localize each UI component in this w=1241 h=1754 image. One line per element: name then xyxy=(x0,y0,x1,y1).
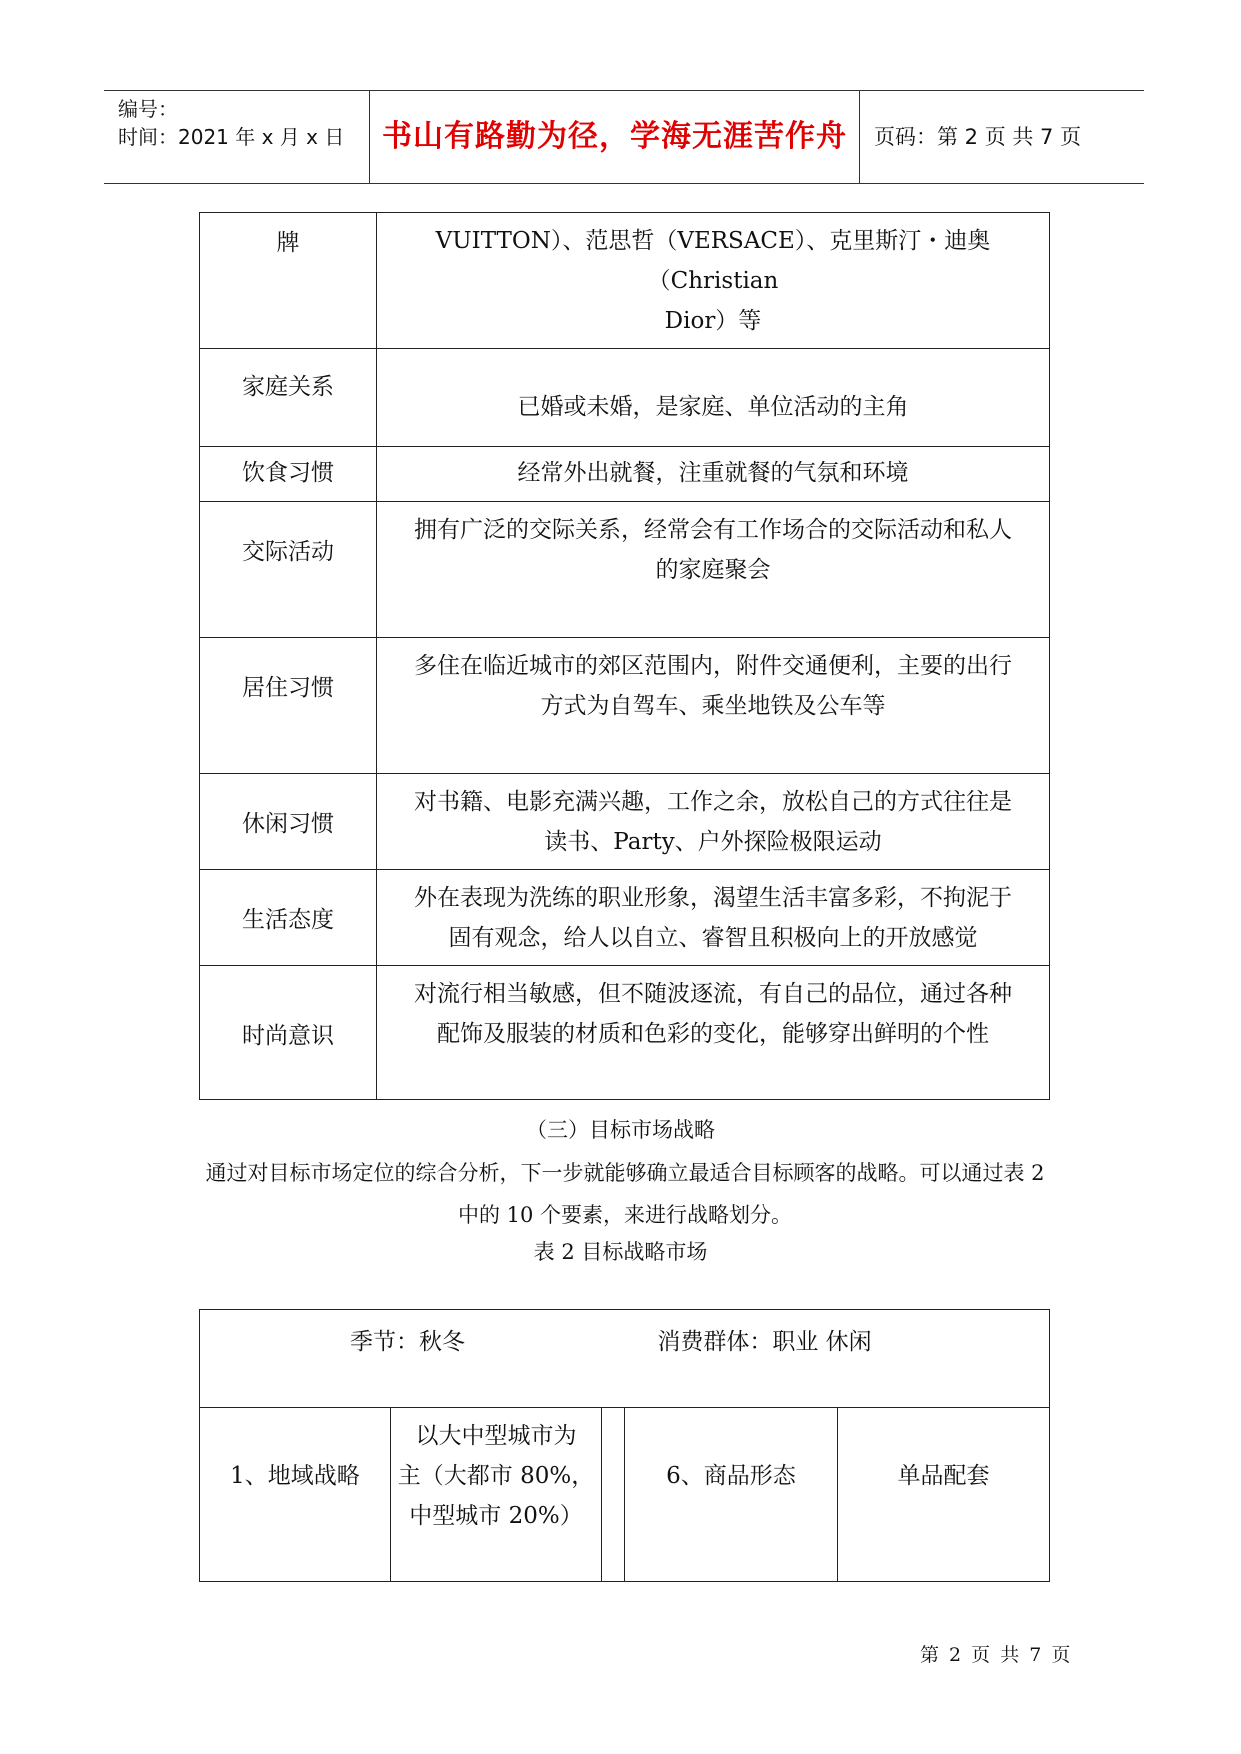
row-label: 牌 xyxy=(200,213,377,349)
strategy-name: 1、地域战略 xyxy=(200,1408,391,1582)
season-label: 季节：秋冬 xyxy=(350,1329,465,1355)
header-page-info: 页码：第 2 页 共 7 页 xyxy=(874,125,1082,149)
table-row xyxy=(200,502,1050,638)
value-line: 的家庭聚会 xyxy=(655,557,771,583)
section-heading: （三）目标市场战略 xyxy=(526,1118,715,1142)
table-row xyxy=(200,638,1050,774)
page-header xyxy=(104,90,1144,184)
serial-label: 编号： xyxy=(118,97,178,121)
row-value xyxy=(377,966,1050,1100)
season-group-cell xyxy=(200,1310,1050,1408)
table-row xyxy=(200,213,1050,349)
value-line: 固有观念，给人以自立、睿智且积极向上的开放感觉 xyxy=(448,925,978,951)
row-value xyxy=(377,774,1050,870)
value-line: 配饰及服装的材质和色彩的变化，能够穿出鲜明的个性 xyxy=(437,1021,989,1047)
value-line: 主（大都市 80%， xyxy=(397,1463,595,1489)
table-caption: 表 2 目标战略市场 xyxy=(533,1240,708,1264)
table-row xyxy=(200,966,1050,1100)
header-meta xyxy=(118,91,378,183)
strategy-value xyxy=(391,1408,602,1582)
row-value xyxy=(377,502,1050,638)
value-line: 方式为自驾车、乘坐地铁及公车等 xyxy=(540,693,886,719)
value-line: 外在表现为洗练的职业形象，渴望生活丰富多彩，不拘泥于 xyxy=(414,885,1012,911)
table-row xyxy=(200,870,1050,966)
table-row xyxy=(200,447,1050,502)
table-row xyxy=(200,1408,1050,1582)
consumer-profile-table xyxy=(199,212,1050,1100)
value-line: Dior）等 xyxy=(664,308,762,334)
value-line: 对流行相当敏感，但不随波逐流，有自己的品位，通过各种 xyxy=(414,981,1012,1007)
table-row xyxy=(200,774,1050,870)
value-line: 以大中型城市为 xyxy=(415,1423,577,1449)
header-divider xyxy=(859,91,860,183)
section-paragraph xyxy=(190,1152,1060,1236)
row-value xyxy=(377,870,1050,966)
row-label: 休闲习惯 xyxy=(200,774,377,870)
row-value xyxy=(377,213,1050,349)
strategy-table xyxy=(199,1309,1050,1582)
value-line: 读书、Party、户外探险极限运动 xyxy=(544,829,882,855)
row-label: 饮食习惯 xyxy=(200,447,377,502)
value-line: 中型城市 20%） xyxy=(409,1503,583,1529)
paragraph-line: 中的 10 个要素，来进行战略划分。 xyxy=(457,1203,793,1227)
value-line: 对书籍、电影充满兴趣，工作之余，放松自己的方式往往是 xyxy=(414,789,1012,815)
header-motto: 书山有路勤为径，学海无涯苦作舟 xyxy=(382,119,847,154)
table-row xyxy=(200,1310,1050,1408)
strategy-name: 6、商品形态 xyxy=(625,1408,838,1582)
table-row xyxy=(200,349,1050,447)
row-value xyxy=(377,349,1050,447)
value-line: 已婚或未婚，是家庭、单位活动的主角 xyxy=(517,394,909,420)
page-footer: 第 2 页 共 7 页 xyxy=(920,1644,1073,1666)
value-line: VUITTON）、范思哲（VERSACE）、克里斯汀・迪奥（Christian xyxy=(435,228,991,294)
strategy-value: 单品配套 xyxy=(838,1408,1050,1582)
row-label: 时尚意识 xyxy=(200,966,377,1100)
value-line: 多住在临近城市的郊区范围内，附件交通便利，主要的出行 xyxy=(414,653,1012,679)
spacer-cell xyxy=(602,1408,625,1582)
row-value xyxy=(377,638,1050,774)
time-label: 时间：2021 年 x 月 x 日 xyxy=(118,125,345,149)
row-label: 家庭关系 xyxy=(200,349,377,447)
group-label: 消费群体：职业 休闲 xyxy=(657,1329,872,1355)
value-line: 经常外出就餐，注重就餐的气氛和环境 xyxy=(517,460,909,486)
paragraph-line: 通过对目标市场定位的综合分析，下一步就能够确立最适合目标顾客的战略。可以通过表 2 xyxy=(205,1161,1045,1185)
row-label: 生活态度 xyxy=(200,870,377,966)
row-label: 居住习惯 xyxy=(200,638,377,774)
value-line: 拥有广泛的交际关系，经常会有工作场合的交际活动和私人 xyxy=(414,517,1012,543)
row-label: 交际活动 xyxy=(200,502,377,638)
row-value xyxy=(377,447,1050,502)
